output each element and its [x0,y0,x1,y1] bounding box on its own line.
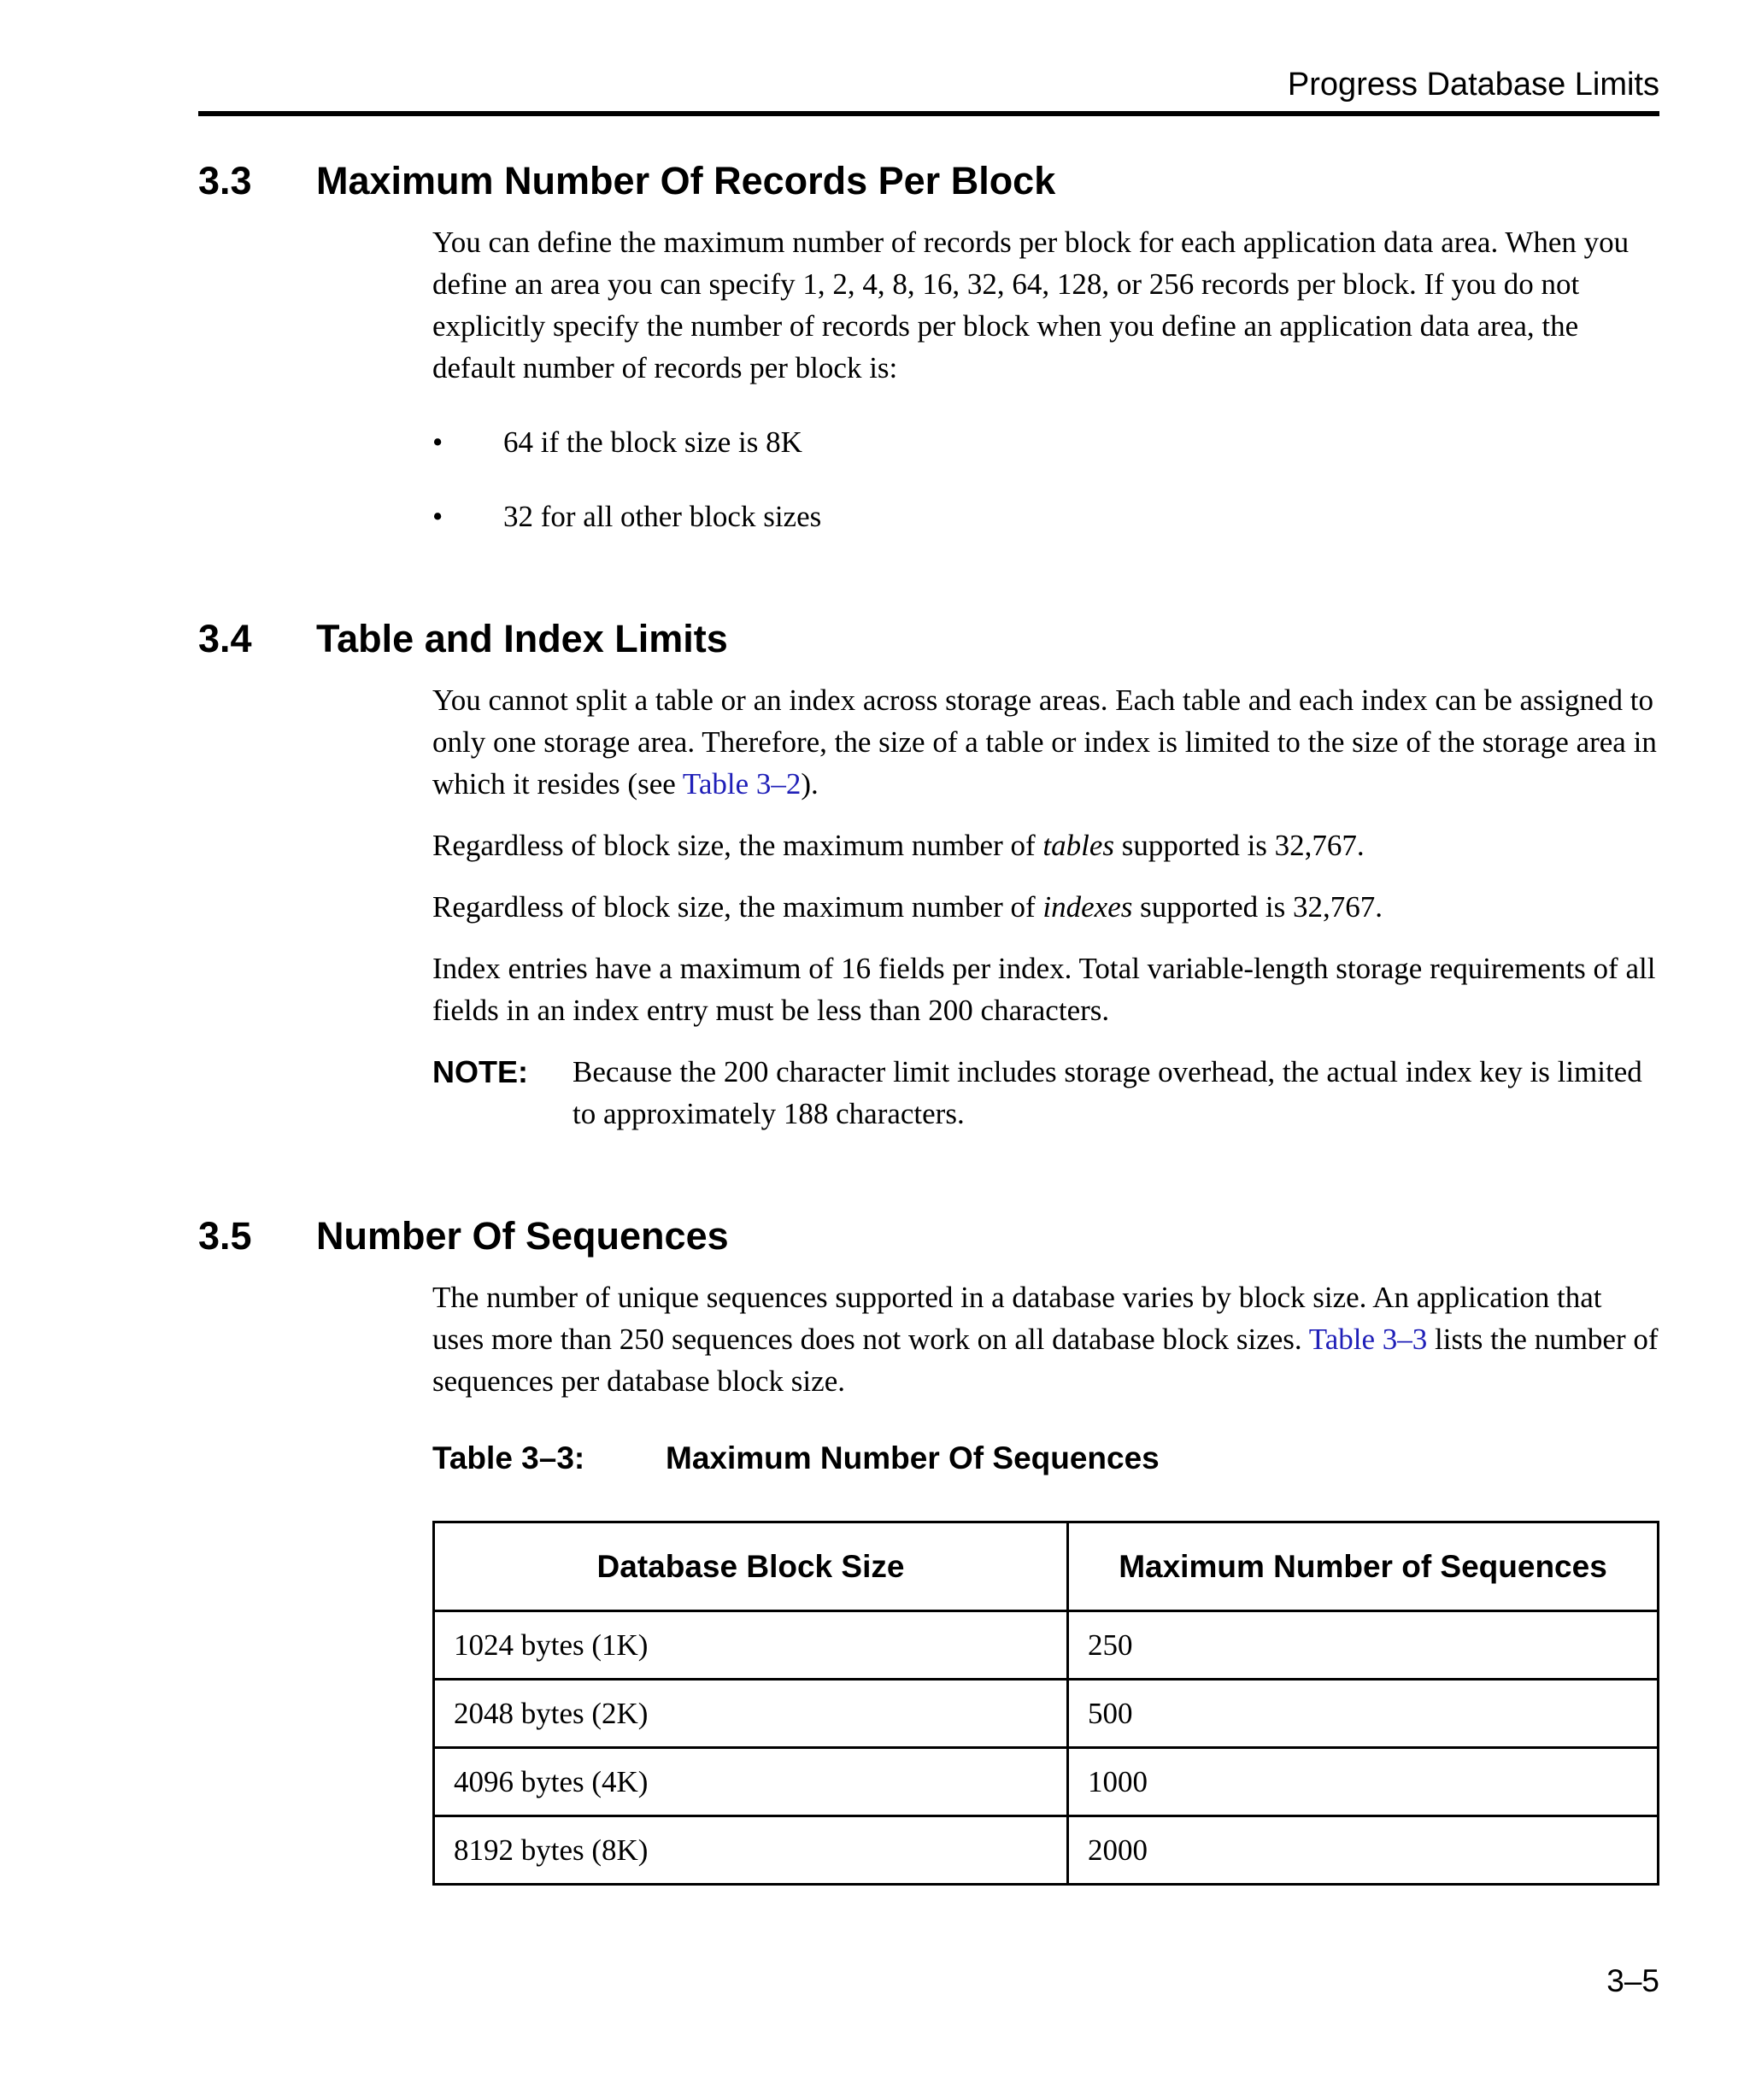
note-label: NOTE: [432,1054,528,1089]
section-number: 3.4 [198,617,252,660]
table-cell: 1024 bytes (1K) [434,1611,1068,1680]
table-cell: 4096 bytes (4K) [434,1748,1068,1816]
table-row [434,1816,1659,1885]
column-header: Maximum Number of Sequences [1068,1522,1659,1611]
table-cell: 1000 [1068,1748,1659,1816]
default-records-list [432,421,1659,537]
bullet-icon: • [432,425,443,459]
column-header: Database Block Size [434,1522,1068,1611]
paragraph: You cannot split a table or an index across storage areas. Each table and each index can be assigned to only one storage area. Therefore, the size of a table or index is limited to the size of the storage area in which it resides (see Table 3–2). [432,683,1657,801]
note [432,1051,1659,1135]
table-3-3-link[interactable]: Table 3–3 [1308,1323,1428,1356]
table-header-row [434,1522,1659,1611]
section-3-5-heading [198,1214,729,1258]
table-cell: 500 [1068,1680,1659,1748]
section-3-4-body [432,679,1659,1135]
paragraph: Regardless of block size, the maximum number of indexes supported is 32,767. [432,890,1383,924]
section-3-5-body [432,1276,1659,1422]
header-rule [198,111,1659,116]
list-item: • 32 for all other block sizes [432,496,1659,537]
note-text: Because the 200 character limit includes storage overhead, the actual index key is limited to approximately 188 characters. [573,1055,1642,1130]
page-number: 3–5 [1606,1963,1659,1998]
table-row [434,1611,1659,1680]
list-item: • 64 if the block size is 8K [432,421,1659,463]
table-cell: 2048 bytes (2K) [434,1680,1068,1748]
bullet-icon: • [432,500,443,533]
running-header: Progress Database Limits [1287,67,1659,103]
sequences-table [432,1521,1659,1886]
table-cell: 8192 bytes (8K) [434,1816,1068,1885]
table-cell: 250 [1068,1611,1659,1680]
table-3-2-link[interactable]: Table 3–2 [682,767,802,801]
paragraph: The number of unique sequences supported in a database varies by block size. An application that uses more than 250 sequences does not work on all database block sizes. Table 3–3 lists the number of sequences per database block size. [432,1281,1659,1398]
section-title: Number Of Sequences [316,1214,729,1258]
table-caption-title: Maximum Number Of Sequences [666,1440,1160,1475]
table-row [434,1680,1659,1748]
paragraph: Regardless of block size, the maximum number of tables supported is 32,767. [432,829,1365,862]
table-row [434,1748,1659,1816]
table-caption-number: Table 3–3: [432,1440,585,1475]
section-title: Maximum Number Of Records Per Block [316,159,1056,202]
section-number: 3.3 [198,159,252,202]
section-number: 3.5 [198,1214,252,1258]
table-caption [432,1440,1160,1476]
paragraph: You can define the maximum number of records per block for each application data area. When you define an area you can specify 1, 2, 4, 8, 16, 32, 64, 128, or 256 records per block. If you do not explicitly specify the number of records per block when you define an application data area, the default number of records per block is: [432,226,1630,384]
section-3-3-body [432,221,1659,570]
section-title: Table and Index Limits [316,617,728,660]
paragraph: Index entries have a maximum of 16 fields per index. Total variable-length storage requirements of all fields in an index entry must be less than 200 characters. [432,952,1656,1027]
section-3-3-heading [198,159,1055,203]
section-3-4-heading [198,617,728,661]
table-cell: 2000 [1068,1816,1659,1885]
